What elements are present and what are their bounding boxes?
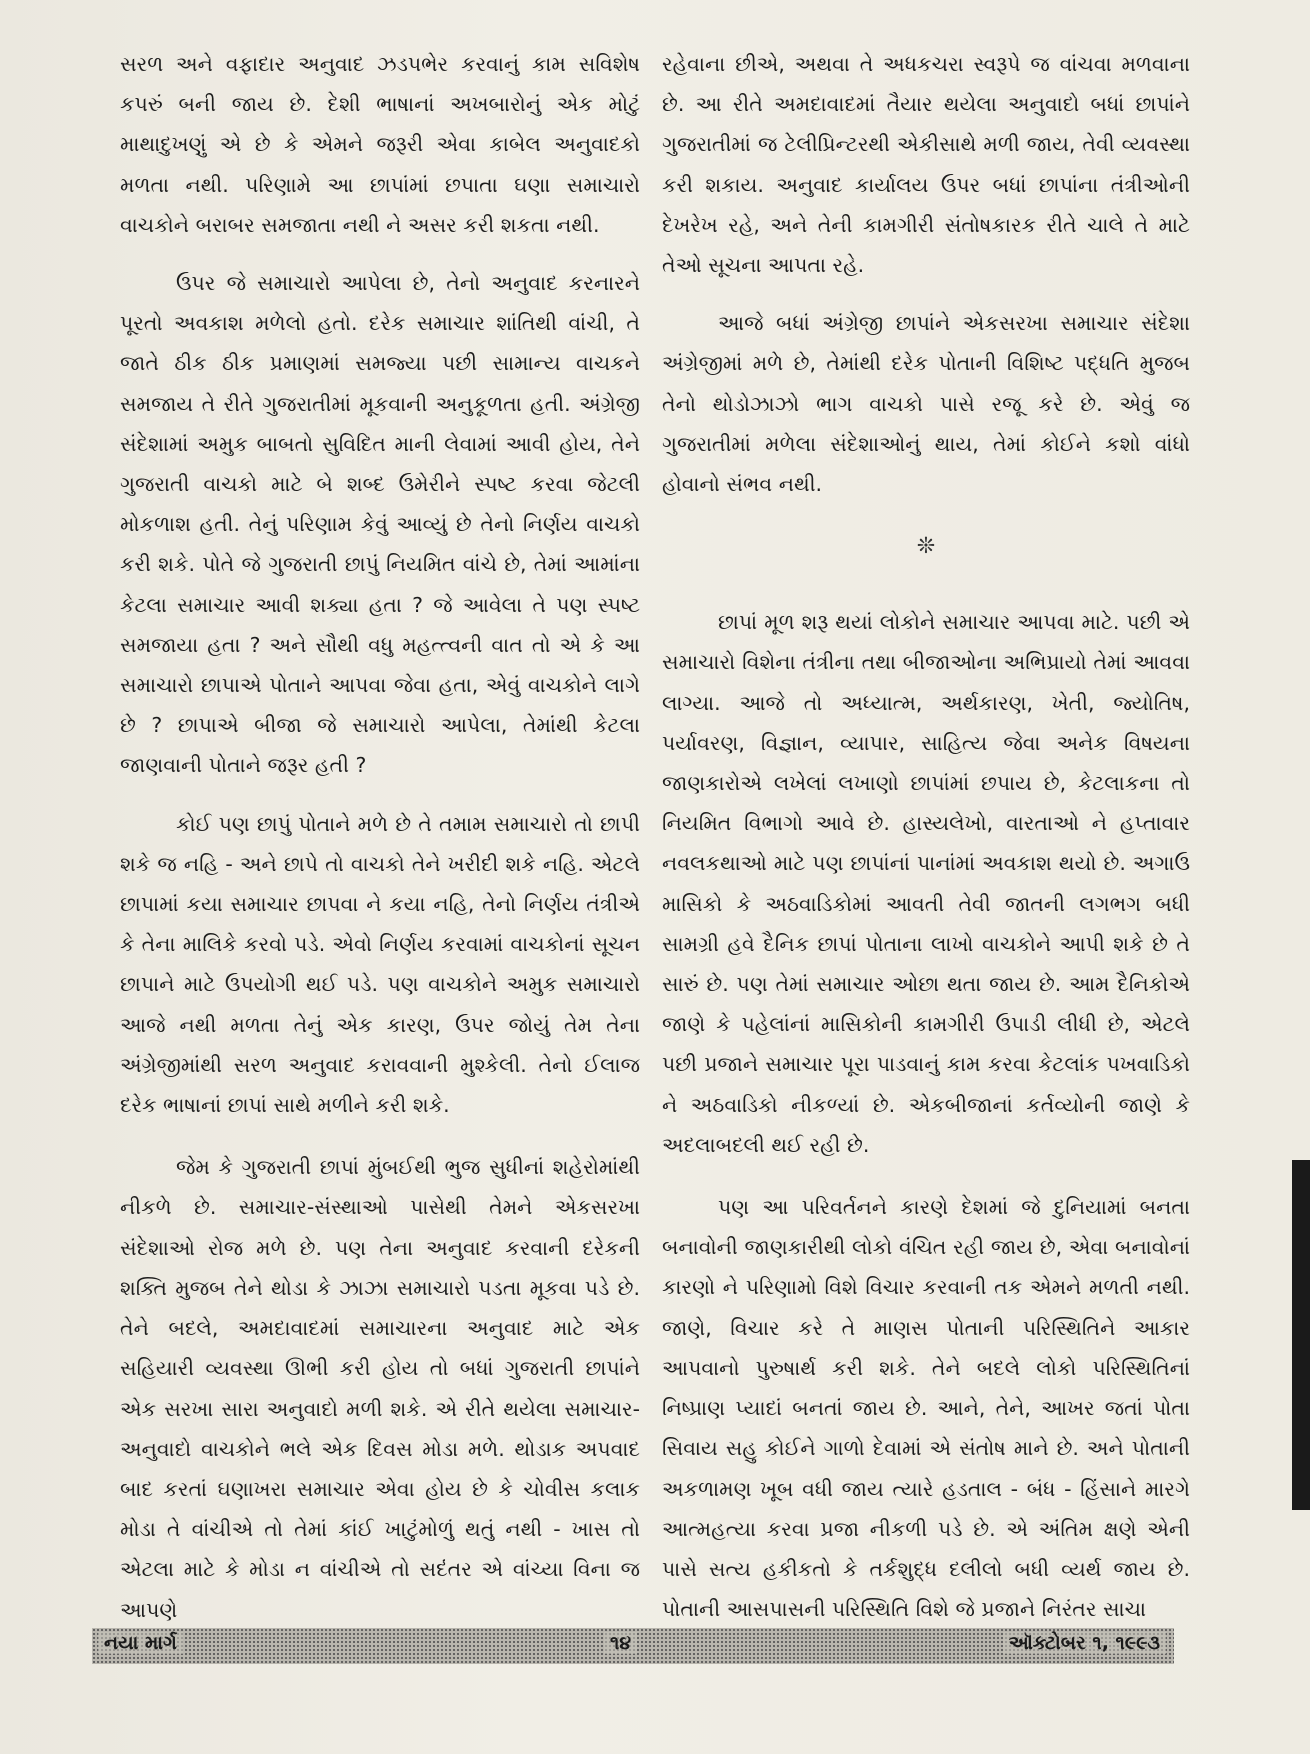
publication-name: નયા માર્ગ (98, 1632, 183, 1654)
right-column (662, 44, 1190, 1629)
paragraph: જેમ કે ગુજરાતી છાપાં મુંબઈથી ભુજ સુધીનાં શહેરોમાંથી નીકળે છે. સમાચાર-સંસ્થાઓ પાસેથી તેમને એકસરખા સંદેશાઓ રોજ મળે છે. પણ તેના અનુવાદ કરવાની દરેકની શક્તિ મુજબ તેને થોડા કે ઝાઝા સમાચારો પડતા મૂકવા પડે છે. તેને બદલે, અમદાવાદમાં સમાચારના અનુવાદ માટે એક સહિયારી વ્યવસ્થા ઊભી કરી હોય તો બધાં ગુજરાતી છાપાંને એક સરખા સારા અનુવાદો મળી શકે. એ રીતે થયેલા સમાચાર-અનુવાદો વાચકોને ભલે એક દિવસ મોડા મળે. થોડાક અપવાદ બાદ કરતાં ઘણાખરા સમાચાર એવા હોય છે કે ચોવીસ કલાક મોડા તે વાંચીએ તો તેમાં કાંઈ ખાટુંમોળું થતું નથી - ખાસ તો એટલા માટે કે મોડા ન વાંચીએ તો સદંતર એ વાંચ્યા વિના જ આપણે (120, 1155, 640, 1622)
paragraph: આજે બધાં અંગ્રેજી છાપાંને એકસરખા સમાચાર સંદેશા અંગ્રેજીમાં મળે છે, તેમાંથી દરેક પોતાની વિશિષ્ટ પદ્ધતિ મુજબ તેનો થોડોઝાઝો ભાગ વાચકો પાસે રજૂ કરે છે. એવું જ ગુજરાતીમાં મળેલા સંદેશાઓનું થાય, તેમાં કોઈને કશો વાંધો હોવાનો સંભવ નથી. (662, 311, 1190, 497)
left-column (120, 44, 640, 1630)
section-separator-icon: ❊ (916, 534, 936, 560)
page-footer (92, 1628, 1174, 1664)
paragraph: પણ આ પરિવર્તનને કારણે દેશમાં જે દુનિયામાં બનતા બનાવોની જાણકારીથી લોકો વંચિત રહી જાય છે, એવા બનાવોનાં કારણો ને પરિણામો વિશે વિચાર કરવાની તક એમને મળતી નથી. જાણે, વિચાર કરે તે માણસ પોતાની પરિસ્થિતિને આકાર આપવાનો પુરુષાર્થ કરી શકે. તેને બદલે લોકો પરિસ્થિતિનાં નિષ્પ્રાણ પ્યાદાં બનતાં જાય છે. આને, તેને, આખર જતાં પોતા સિવાય સહુ કોઈને ગાળો દેવામાં એ સંતોષ માને છે. અને પોતાની અકળામણ ખૂબ વધી જાય ત્યારે હડતાલ - બંધ - હિંસાને મારગે આત્મહત્યા કરવા પ્રજા નીકળી પડે છે. એ અંતિમ ક્ષણે એની પાસે સત્ય હકીકતો કે તર્કશુદ્ધ દલીલો બધી વ્યર્થ જાય છે. પોતાની આસપાસની પરિસ્થિતિ વિશે જે પ્રજાને નિરંતર સાચા (662, 1195, 1190, 1622)
paragraph: ઉપર જે સમાચારો આપેલા છે, તેનો અનુવાદ કરનારને પૂરતો અવકાશ મળેલો હતો. દરેક સમાચાર શાંતિથી વાંચી, તે જાતે ઠીક ઠીક પ્રમાણમાં સમજ્યા પછી સામાન્ય વાચકને સમજાય તે રીતે ગુજરાતીમાં મૂકવાની અનુકૂળતા હતી. અંગ્રેજી સંદેશામાં અમુક બાબતો સુવિદિત માની લેવામાં આવી હોય, તેને ગુજરાતી વાચકો માટે બે શબ્દ ઉમેરીને સ્પષ્ટ કરવા જેટલી મોકળાશ હતી. તેનું પરિણામ કેવું આવ્યું છે તેનો નિર્ણય વાચકો કરી શકે. પોતે જે ગુજરાતી છાપું નિયમિત વાંચે છે, તેમાં આમાંના કેટલા સમાચાર આવી શક્યા હતા ? જે આવેલા તે પણ સ્પષ્ટ સમજાયા હતા ? અને સૌથી વધુ મહત્ત્વની વાત તો એ કે આ સમાચારો છાપાએ પોતાને આપવા જેવા હતા, એવું વાચકોને લાગે છે ? છાપાએ બીજા જે સમાચારો આપેલા, તેમાંથી કેટલા જાણવાની પોતાને જરૂર હતી ? (120, 271, 640, 778)
paragraph: સરળ અને વફાદાર અનુવાદ ઝડપભેર કરવાનું કામ સવિશેષ કપરું બની જાય છે. દેશી ભાષાનાં અખબારોનું એક મોટું માથાદુખણું એ છે કે એમને જરૂરી એવા કાબેલ અનુવાદકો મળતા નથી. પરિણામે આ છાપાંમાં છપાતા ઘણા સમાચારો વાચકોને બરાબર સમજાતા નથી ને અસર કરી શકતા નથી. (120, 52, 640, 237)
page-number: ૧૪ (604, 1632, 637, 1654)
paragraph: રહેવાના છીએ, અથવા તે અધકચરા સ્વરૂપે જ વાંચવા મળવાના છે. આ રીતે અમદાવાદમાં તૈયાર થયેલા અનુવાદો બધાં છાપાંને ગુજરાતીમાં જ ટેલીપ્રિન્ટરથી એકીસાથે મળી જાય, તેવી વ્યવસ્થા કરી શકાય. અનુવાદ કાર્યાલય ઉપર બધાં છાપાંના તંત્રીઓની દેખરેખ રહે, અને તેની કામગીરી સંતોષકારક રીતે ચાલે તે માટે તેઓ સૂચના આપતા રહે. (662, 52, 1190, 278)
issue-date: ઑક્ટોબર ૧, ૧૯૯૩ (1003, 1632, 1166, 1654)
paragraph: છાપાં મૂળ શરૂ થયાં લોકોને સમાચાર આપવા માટે. પછી એ સમાચારો વિશેના તંત્રીના તથા બીજાઓના અભિપ્રાયો તેમાં આવવા લાગ્યા. આજે તો અધ્યાત્મ, અર્થકારણ, ખેતી, જ્યોતિષ, પર્યાવરણ, વિજ્ઞાન, વ્યાપાર, સાહિત્ય જેવા અનેક વિષયના જાણકારોએ લખેલાં લખાણો છાપાંમાં છપાય છે, કેટલાકના તો નિયમિત વિભાગો આવે છે. હાસ્યલેખો, વારતાઓ ને હપ્તાવાર નવલકથાઓ માટે પણ છાપાંનાં પાનાંમાં અવકાશ થયો છે. અગાઉ માસિકો કે અઠવાડિકોમાં આવતી તેવી જાતની લગભગ બધી સામગ્રી હવે દૈનિક છાપાં પોતાના લાખો વાચકોને આપી શકે છે તે સારું છે. પણ તેમાં સમાચાર ઓછા થતા જાય છે. આમ દૈનિકોએ જાણે કે પહેલાંનાં માસિકોની કામગીરી ઉપાડી લીધી છે, એટલે પછી પ્રજાને સમાચાર પૂરા પાડવાનું કામ કરવા કેટલાંક પખવાડિકો ને અઠવાડિકો નીકળ્યાં છે. એકબીજાનાં કર્તવ્યોની જાણે કે અદલાબદલી થઈ રહી છે. (662, 610, 1190, 1157)
page-edge-shadow (1292, 1160, 1310, 1510)
paragraph: કોઈ પણ છાપું પોતાને મળે છે તે તમામ સમાચારો તો છાપી શકે જ નહિ - અને છાપે તો વાચકો તેને ખરીદી શકે નહિ. એટલે છાપામાં કયા સમાચાર છાપવા ને કયા નહિ, તેનો નિર્ણય તંત્રીએ કે તેના માલિકે કરવો પડે. એવો નિર્ણય કરવામાં વાચકોનાં સૂચન છાપાને માટે ઉપયોગી થઈ પડે. પણ વાચકોને અમુક સમાચારો આજે નથી મળતા તેનું એક કારણ, ઉપર જોયું તેમ તેના અંગ્રેજીમાંથી સરળ અનુવાદ કરાવવાની મુશ્કેલી. તેનો ઈલાજ દરેક ભાષાનાં છાપાં સાથે મળીને કરી શકે. (120, 811, 640, 1118)
